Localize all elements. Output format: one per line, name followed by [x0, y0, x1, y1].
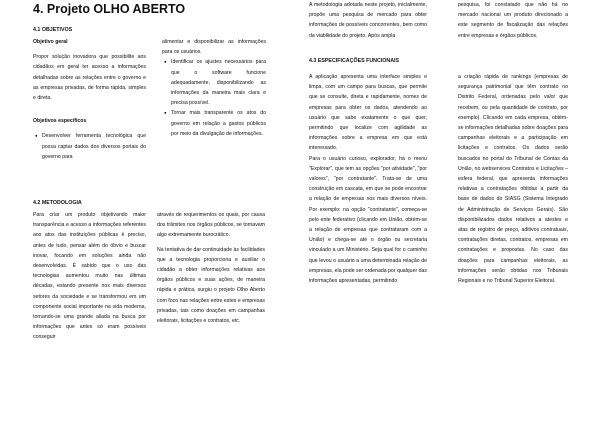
metodologia-text-2: através de requerimentos os quais, por causa dos trâmites nos órgãos públicos, se tornavam algo extremamente burocrático. [157, 212, 265, 239]
metodologia-adotada-text: A metodologia adotada neste projeto, inicialmente, propõe uma pesquisa de mercado para obter informações de possíveis concorrentes, bem como da viabilidade do projeto. Após ampla [309, 2, 427, 39]
especificacoes-text-1: A aplicação apresenta uma interface simples e limpa, com um campo para buscas, que permite que se consulte, direta e rapidamente, nomes de empresas para obter os dados, atendendo ao usuário que sabe exatamente o que quer, permitindo que localize com agilidade as informações sobre a empresa em que está interessado. [309, 74, 427, 152]
objetivo-continuation: alimentar e disponibilizar as informações para os usuários. [162, 39, 266, 56]
objetivo-geral-text: Propor solução inovadora que possibilite aos cidadãos em geral ter acesso a informações detalhadas sobre as relações entre o governo e as empresas privadas, de forma rápida, simples e direta. [33, 54, 146, 102]
column-3 [309, 0, 427, 41]
objetivo-item-2: ● Identificar os ajustes necessários para que o software funcione adequadamente, disponibilizando as informações da maneira mais clara e precisa possível. [171, 57, 266, 108]
page-title: 4. Projeto OLHO ABERTO [33, 2, 186, 16]
section-heading-especificacoes: 4.3 ESPECIFICAÇÕES FUNCIONAIS [309, 58, 400, 64]
metodologia-right-column [157, 210, 265, 326]
especificacoes-text-2: Para o usuário curioso, explorador, há o menu "Explorar", que tem as opções "por atividade", "por valores", "por contratante". Trata-se de uma construção em cascata, em que se pode encontrar a relação de empresas nos mais diversos níveis. Por exemplo: na opção "contratante", começa-se pelo ente federativo (clicando em União, obtém-se a relação de empresas que contrataram com a União) e chega-se até o órgão ou secretaria vinculado a um Ministério. Seja qual for o caminho que levou o usuário a uma determinada relação de empresas, ela pode ser ordenada por qualquer das informações apresentadas, permitindo [309, 155, 427, 285]
metodologia-left-column [33, 210, 146, 343]
pesquisa-text: pesquisa, foi constatado que não há no mercado nacional um produto direcionado a este segmento de fiscalização das relações entre empresas e órgãos públicos. [458, 2, 568, 39]
column-4-bottom [458, 72, 568, 286]
objetivo-item-3: ● Tornar mais transparente os atos do governo em relação a gastos públicos por meio da divulgação de informações. [171, 108, 266, 139]
objetivos-right-column [162, 37, 266, 139]
metodologia-text-3: Na tentativa de dar continuidade às facilidades que a tecnologia proporciona e auxiliar o cidadão a obter informações relativas aos órgãos públicos e suas ações, de maneira rápida e prática, surgiu o projeto Olho Aberto com foco nas relações entre estes e empresas privadas, tais como doações em campanhas eleitorais, licitações e contratos, etc. [157, 246, 265, 325]
section-heading-metodologia: 4.2 METODOLOGIA [33, 200, 82, 206]
metodologia-text-1: Para criar um produto objetivando maior transparência e acesso a informações referentes aos atos das instituições públicas é preciso, antes de tudo, pensar além do óbvio e buscar inovar, focando em soluções ainda não desenvolvidas. É sabido que o uso das tecnologias aumentou muito nas últimas décadas, estando presente nos mais diversos setores da sociedade e se transformou em um componente social importante na vida moderna, tornando-se uma grande aliada na busca por informações que antes só eram possíveis conseguir [33, 212, 146, 341]
objetivos-left-column [33, 37, 146, 162]
section-heading-objetivos: 4.1 OBJETIVOS [33, 27, 73, 33]
especificacoes-column [309, 72, 427, 286]
objetivos-list [33, 131, 146, 162]
objetivo-geral-label: Objetivo geral [33, 39, 68, 45]
objetivo-item-1: ● Desenvolver ferramenta tecnológica que possa captar dados dos diversos portais do governo para [42, 131, 146, 162]
column-4-top [458, 0, 568, 41]
especificacoes-text-3: a criação rápida de rankings (empresas de segurança patrimonial que têm contrato no Distrito Federal, ordenadas pelo valor que recebem, ou pela quantidade de contrato, por exemplo). Clicando em cada empresa, obtém-se informações detalhadas sobre doações para campanhas eleitorais e a participação em licitações e contratos. Os dados serão buscados no portal do Tribunal de Contas da União, no webservices Contratos e Licitações – esfera federal, que apresenta informações relativas a contratações obtidas a partir da base de dados do SIASG (Sistema Integrado de Administração de Serviços Gerais). São disponibilizados dados relativos a atestes e atas de registro de preço, aditivos contratuais, contratações diretas, contratos, empresas em contratações e propostas. No caso das doações para campanhas eleitorais, as informações serão obtidas nos Tribunais Regionais e no Tribunal Superior Eleitoral. [458, 74, 568, 285]
objetivos-list-continued [162, 57, 266, 139]
objetivos-especificos-label: Objetivos específicos [33, 118, 87, 125]
